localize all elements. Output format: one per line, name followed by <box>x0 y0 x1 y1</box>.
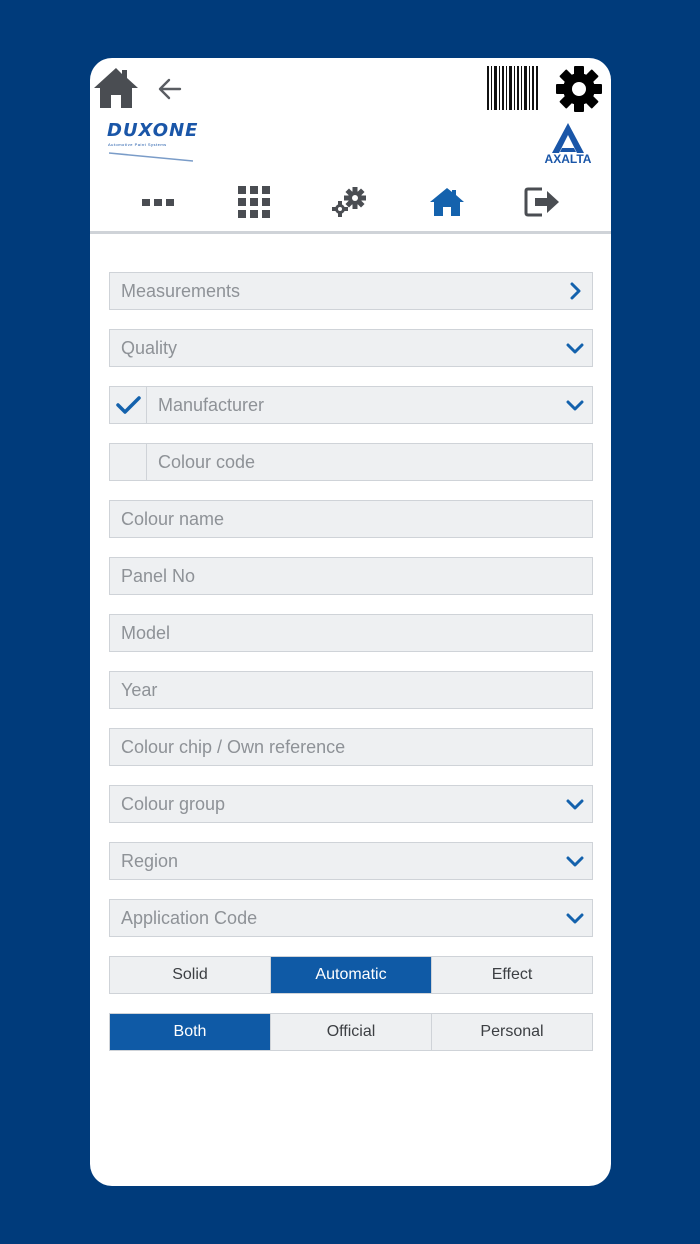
source-both-button[interactable]: Both <box>110 1014 271 1050</box>
duxone-logo-text: DUXONE <box>107 120 199 141</box>
finish-toggle <box>109 956 593 994</box>
quality-select[interactable] <box>109 329 593 367</box>
region-label: Region <box>121 851 179 871</box>
colour-group-select[interactable] <box>109 785 593 823</box>
source-toggle <box>109 1013 593 1051</box>
barcode-scan-icon[interactable] <box>486 64 540 112</box>
settings-gears-icon <box>331 187 369 217</box>
colour-code-placeholder: Colour code <box>158 452 256 472</box>
duxone-logo-subtitle: Automotive Paint Systems <box>108 142 167 147</box>
panel-no-placeholder: Panel No <box>121 566 196 586</box>
axalta-logo-text: AXALTA <box>544 152 592 166</box>
colour-group-label: Colour group <box>121 794 226 814</box>
panel-no-input[interactable] <box>109 557 593 595</box>
home-icon[interactable] <box>92 66 140 110</box>
source-personal-button[interactable]: Personal <box>480 1023 544 1040</box>
year-placeholder: Year <box>121 680 158 700</box>
settings-nav-button[interactable] <box>330 182 370 222</box>
more-icon <box>141 197 175 207</box>
home-nav-button[interactable] <box>427 182 467 222</box>
chevron-down-icon <box>566 396 584 414</box>
manufacturer-label: Manufacturer <box>158 395 265 415</box>
logout-nav-button[interactable] <box>523 182 563 222</box>
more-menu-button[interactable] <box>138 182 178 222</box>
axalta-logo-mark <box>538 122 598 154</box>
top-bar <box>90 58 611 118</box>
manufacturer-checkbox[interactable] <box>110 387 147 423</box>
colour-chip-input[interactable] <box>109 728 593 766</box>
source-official-button[interactable]: Official <box>271 1014 432 1050</box>
finish-automatic-button[interactable]: Automatic <box>271 957 432 993</box>
chevron-down-icon <box>566 339 584 357</box>
chevron-down-icon <box>566 909 584 927</box>
main-card <box>90 58 611 1186</box>
logout-icon <box>524 186 562 218</box>
application-code-select[interactable] <box>109 899 593 937</box>
main-nav <box>90 176 611 234</box>
checkmark-icon <box>110 387 147 423</box>
duxone-logo <box>107 120 207 170</box>
axalta-logo <box>538 122 598 168</box>
model-input[interactable] <box>109 614 593 652</box>
chevron-down-icon <box>566 852 584 870</box>
chevron-down-icon <box>566 795 584 813</box>
chevron-right-icon <box>566 282 584 300</box>
home-icon <box>429 187 465 217</box>
finish-solid-button[interactable]: Solid <box>110 957 271 993</box>
colour-code-input[interactable] <box>109 443 593 481</box>
colour-name-placeholder: Colour name <box>121 509 225 529</box>
measurements-row[interactable] <box>109 272 593 310</box>
manufacturer-select[interactable] <box>109 386 593 424</box>
measurements-label: Measurements <box>121 281 241 301</box>
model-placeholder: Model <box>121 623 171 643</box>
colour-name-input[interactable] <box>109 500 593 538</box>
year-input[interactable] <box>109 671 593 709</box>
back-arrow-icon[interactable] <box>156 76 184 102</box>
colour-chip-placeholder: Colour chip / Own reference <box>121 737 346 757</box>
grid-icon <box>237 185 271 219</box>
duxone-logo-swoosh <box>109 151 193 163</box>
application-code-label: Application Code <box>121 908 258 928</box>
settings-gear-icon[interactable] <box>554 64 604 114</box>
quality-label: Quality <box>121 338 178 358</box>
grid-menu-button[interactable] <box>234 182 274 222</box>
finish-effect-button[interactable]: Effect <box>491 966 533 983</box>
region-select[interactable] <box>109 842 593 880</box>
colour-code-checkbox[interactable] <box>110 444 147 480</box>
